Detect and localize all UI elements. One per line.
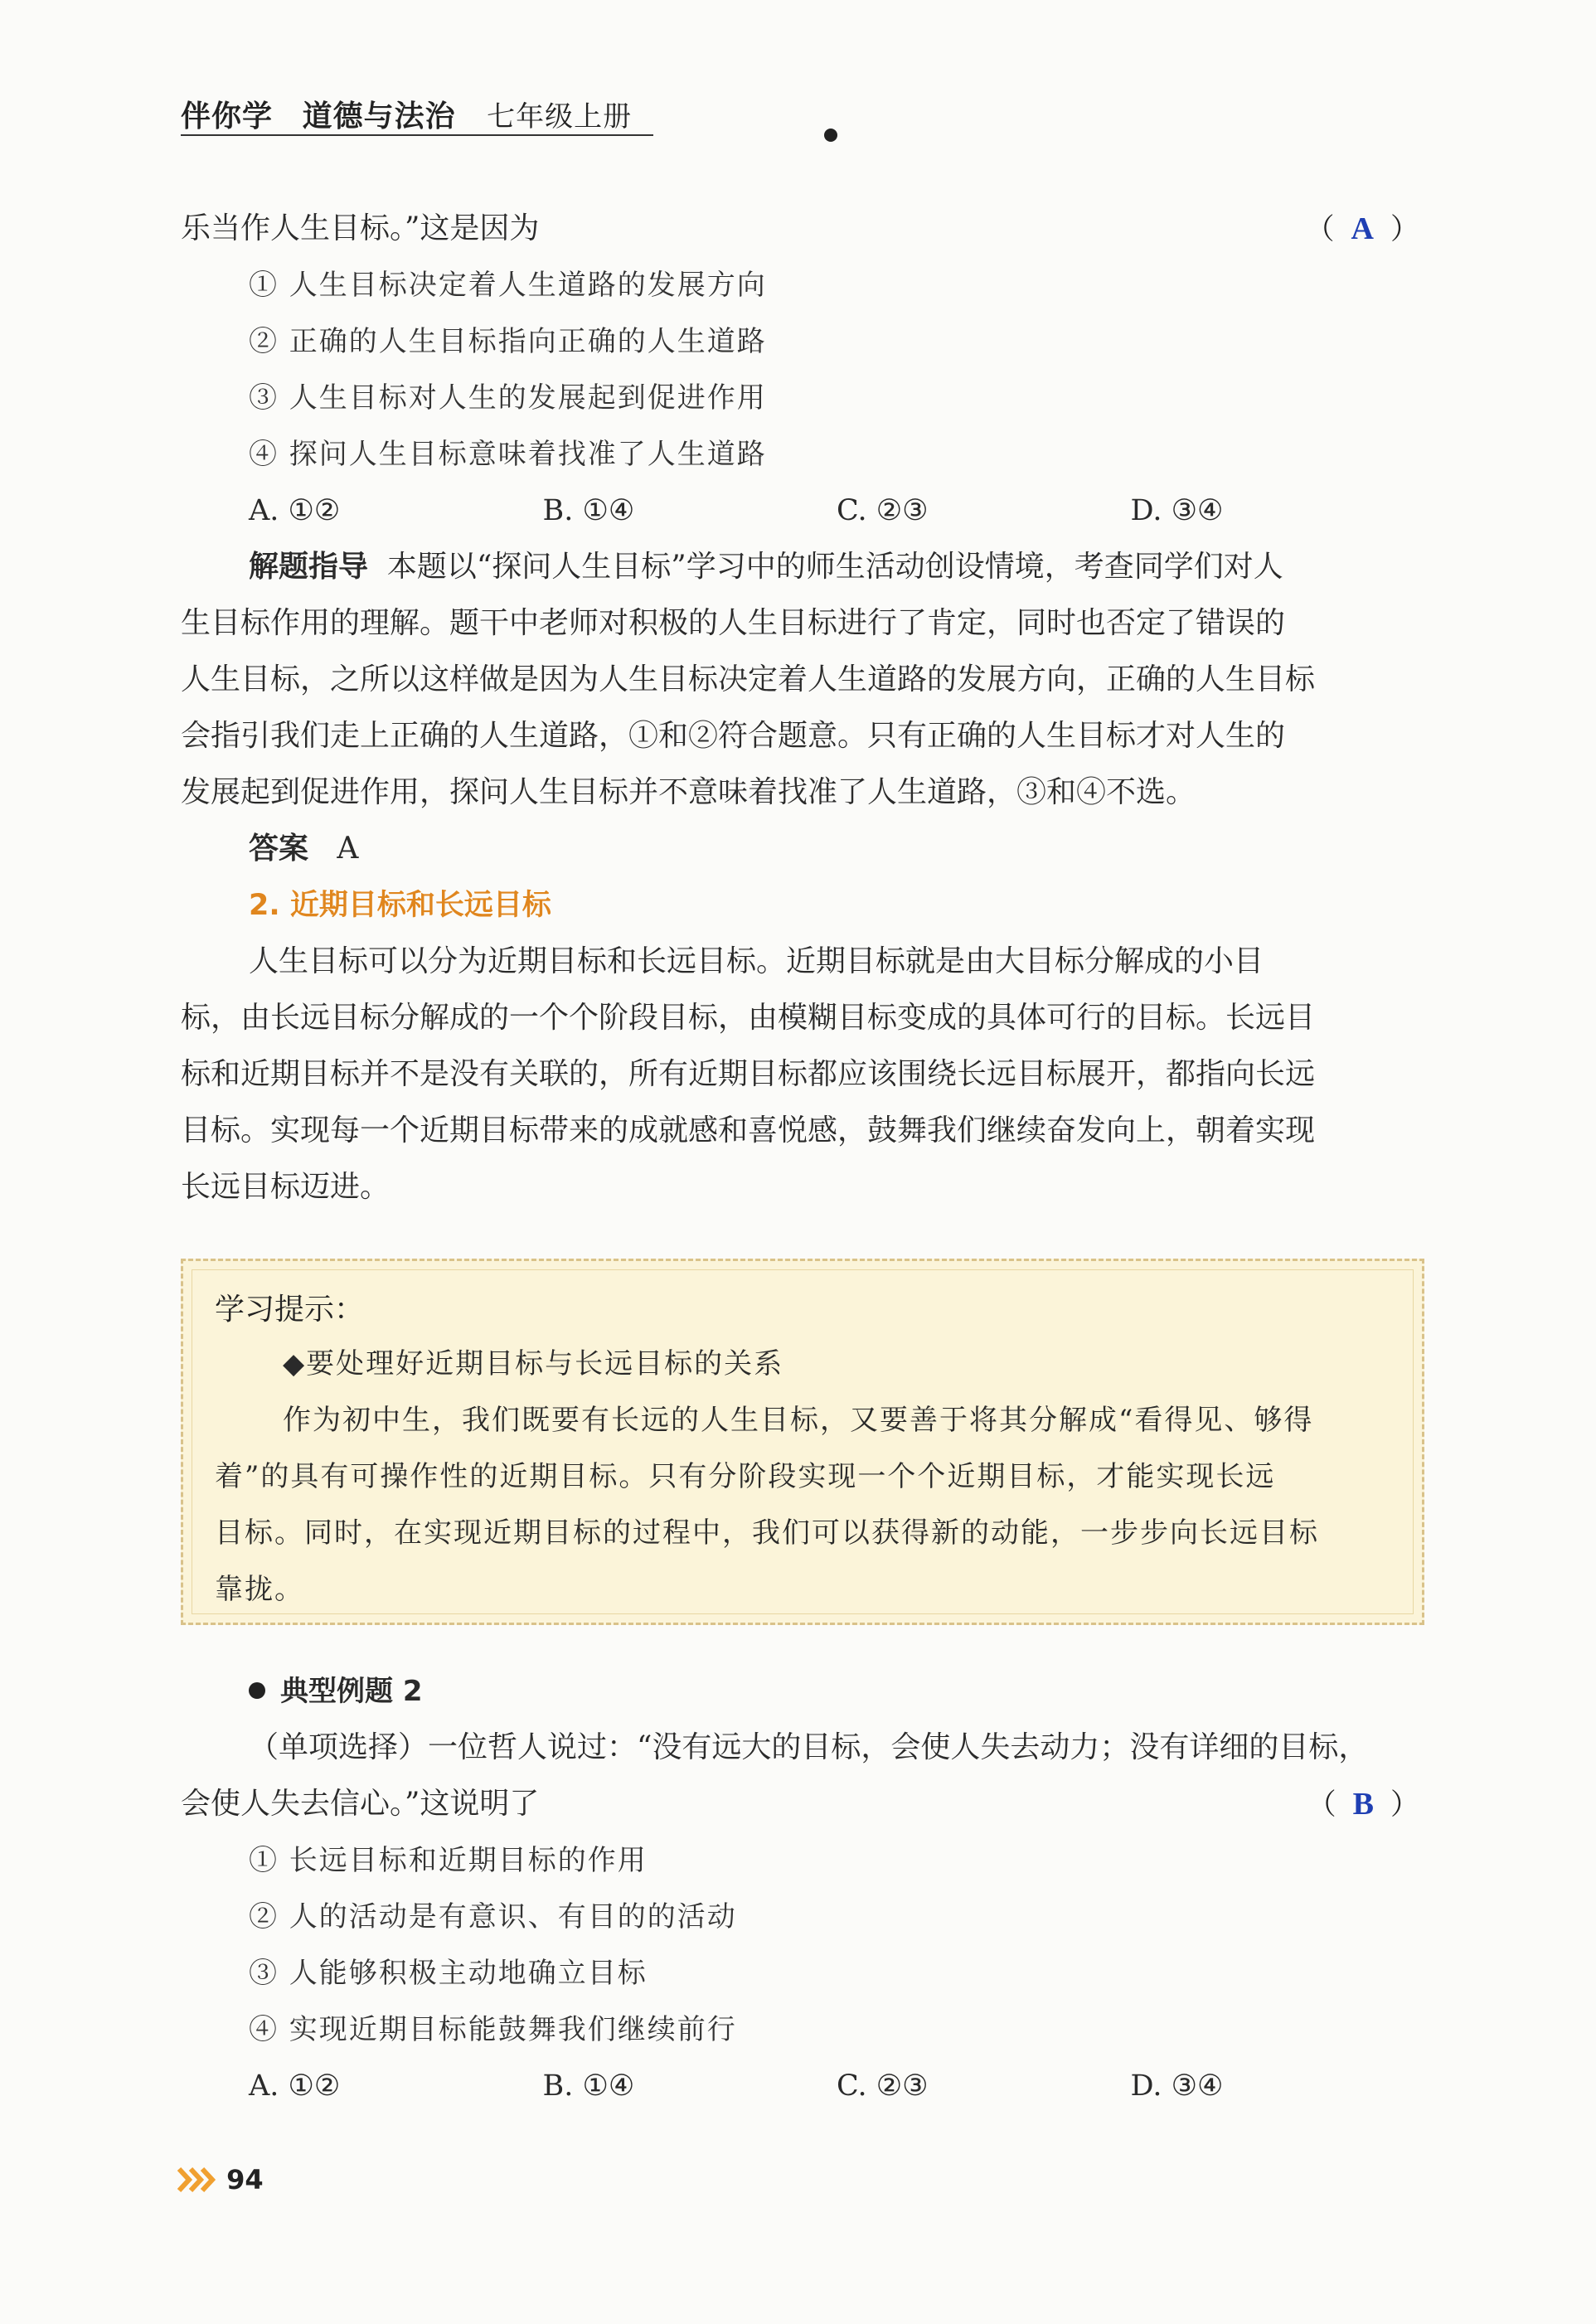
section-line-3: 标和近期目标并不是没有关联的，所有近期目标都应该围绕长远目标展开，都指向长远 — [181, 1057, 1316, 1091]
double-chevron-icon — [176, 2166, 217, 2194]
section-line-1: 人生目标可以分为近期目标和长远目标。近期目标就是由大目标分解成的小目 — [249, 944, 1264, 978]
guide-line-2: 生目标作用的理解。题干中老师对积极的人生目标进行了肯定，同时也否定了错误的 — [181, 606, 1286, 640]
paren-right: ） — [1390, 1788, 1419, 1822]
choice-b: B. ①④ — [542, 2069, 635, 2103]
paren-left: （ — [1305, 213, 1335, 246]
choice-row — [181, 483, 1424, 539]
option-4: ④ 实现近期目标能鼓舞我们继续前行 — [249, 2013, 737, 2046]
example-2 — [181, 1663, 1424, 2114]
example-stem-2 — [181, 1776, 1424, 1832]
section-line-4: 目标。实现每一个近期目标带来的成就感和喜悦感，鼓舞我们继续奋发向上，朝着实现 — [181, 1113, 1316, 1147]
answer-line — [181, 821, 1424, 877]
filled-answer: A — [1351, 211, 1374, 246]
guide-label: 解题指导 — [249, 550, 369, 584]
example-title — [181, 1663, 1424, 1720]
page-header — [181, 93, 1596, 143]
option-4: ④ 探问人生目标意味着找准了人生道路 — [249, 438, 767, 471]
bullet-icon — [249, 1682, 265, 1699]
section-line-2: 标，由长远目标分解成的一个个阶段目标，由模糊目标变成的具体可行的目标。长远目 — [181, 1001, 1316, 1035]
option-3: ③ 人生目标对人生的发展起到促进作用 — [249, 381, 767, 415]
guide-line-4: 会指引我们走上正确的人生道路，①和②符合题意。只有正确的人生目标才对人生的 — [181, 719, 1286, 753]
section-title: 2. 近期目标和长远目标 — [249, 889, 551, 922]
stem-text: 乐当作人生目标。”这是因为 — [181, 211, 540, 245]
paren-right: ） — [1390, 213, 1419, 246]
choice-c: C. ②③ — [837, 494, 929, 527]
choice-a: A. ①② — [249, 2069, 341, 2103]
option-2: ② 正确的人生目标指向正确的人生道路 — [249, 325, 767, 358]
section-line-5: 长远目标迈进。 — [181, 1170, 391, 1204]
tip-heading: ◆要处理好近期目标与长远目标的关系 — [283, 1347, 784, 1380]
paren-left: （ — [1307, 1788, 1336, 1822]
option-3: ③ 人能够积极主动地确立目标 — [249, 1957, 648, 1990]
tip-line-4: 靠拢。 — [215, 1573, 304, 1606]
choice-c: C. ②③ — [837, 2069, 929, 2103]
answer-bracket — [1307, 1776, 1419, 1833]
header-title — [181, 93, 632, 135]
answer-bracket — [1306, 201, 1419, 258]
tip-line-2: 着”的具有可操作性的近期目标。只有分阶段实现一个个近期目标，才能实现长远 — [215, 1460, 1276, 1493]
guide-line-3: 人生目标，之所以这样做是因为人生目标决定着人生道路的发展方向，正确的人生目标 — [181, 662, 1316, 696]
tip-title: 学习提示： — [215, 1293, 365, 1327]
choice-row — [181, 2058, 1424, 2114]
page-footer — [176, 2164, 264, 2205]
filled-answer: B — [1352, 1787, 1374, 1822]
question-1 — [181, 201, 1424, 1215]
option-1: ① 人生目标决定着人生道路的发展方向 — [249, 269, 767, 302]
choice-b: B. ①④ — [542, 494, 635, 527]
answer-value: A — [337, 832, 359, 866]
option-1: ① 长远目标和近期目标的作用 — [249, 1844, 648, 1877]
page-number: 94 — [226, 2164, 264, 2195]
answer-label: 答案 — [249, 832, 309, 866]
choice-d: D. ③④ — [1130, 494, 1224, 527]
tip-line-1: 作为初中生，我们既要有长远的人生目标，又要善于将其分解成“看得见、够得 — [283, 1404, 1314, 1437]
tip-body — [215, 1336, 1409, 1618]
choice-a: A. ①② — [249, 494, 341, 527]
choice-d: D. ③④ — [1130, 2069, 1224, 2103]
example-stem-1: （单项选择）一位哲人说过：“没有远大的目标，会使人失去动力；没有详细的目标， — [249, 1730, 1369, 1764]
guide-text: 本题以“探问人生目标”学习中的师生活动创设情境，考查同学们对人 — [386, 550, 1283, 584]
tip-line-3: 目标。同时，在实现近期目标的过程中，我们可以获得新的动能，一步步向长远目标 — [215, 1516, 1319, 1550]
header-dot-icon — [824, 129, 837, 142]
subject-name: 道德与法治 — [302, 99, 456, 133]
book-name: 伴你学 — [181, 99, 274, 133]
question-stem — [181, 201, 1424, 257]
example-title-text: 典型例题 2 — [280, 1675, 423, 1708]
option-2: ② 人的活动是有意识、有目的的活动 — [249, 1900, 737, 1933]
stem-text: 会使人失去信心。”这说明了 — [181, 1787, 540, 1821]
grade-label: 七年级上册 — [487, 100, 633, 133]
header-rule — [181, 134, 653, 136]
guide-line-1 — [181, 539, 1424, 595]
guide-line-5: 发展起到促进作用，探问人生目标并不意味着找准了人生道路，③和④不选。 — [181, 775, 1196, 809]
study-tip-box — [181, 1259, 1424, 1625]
